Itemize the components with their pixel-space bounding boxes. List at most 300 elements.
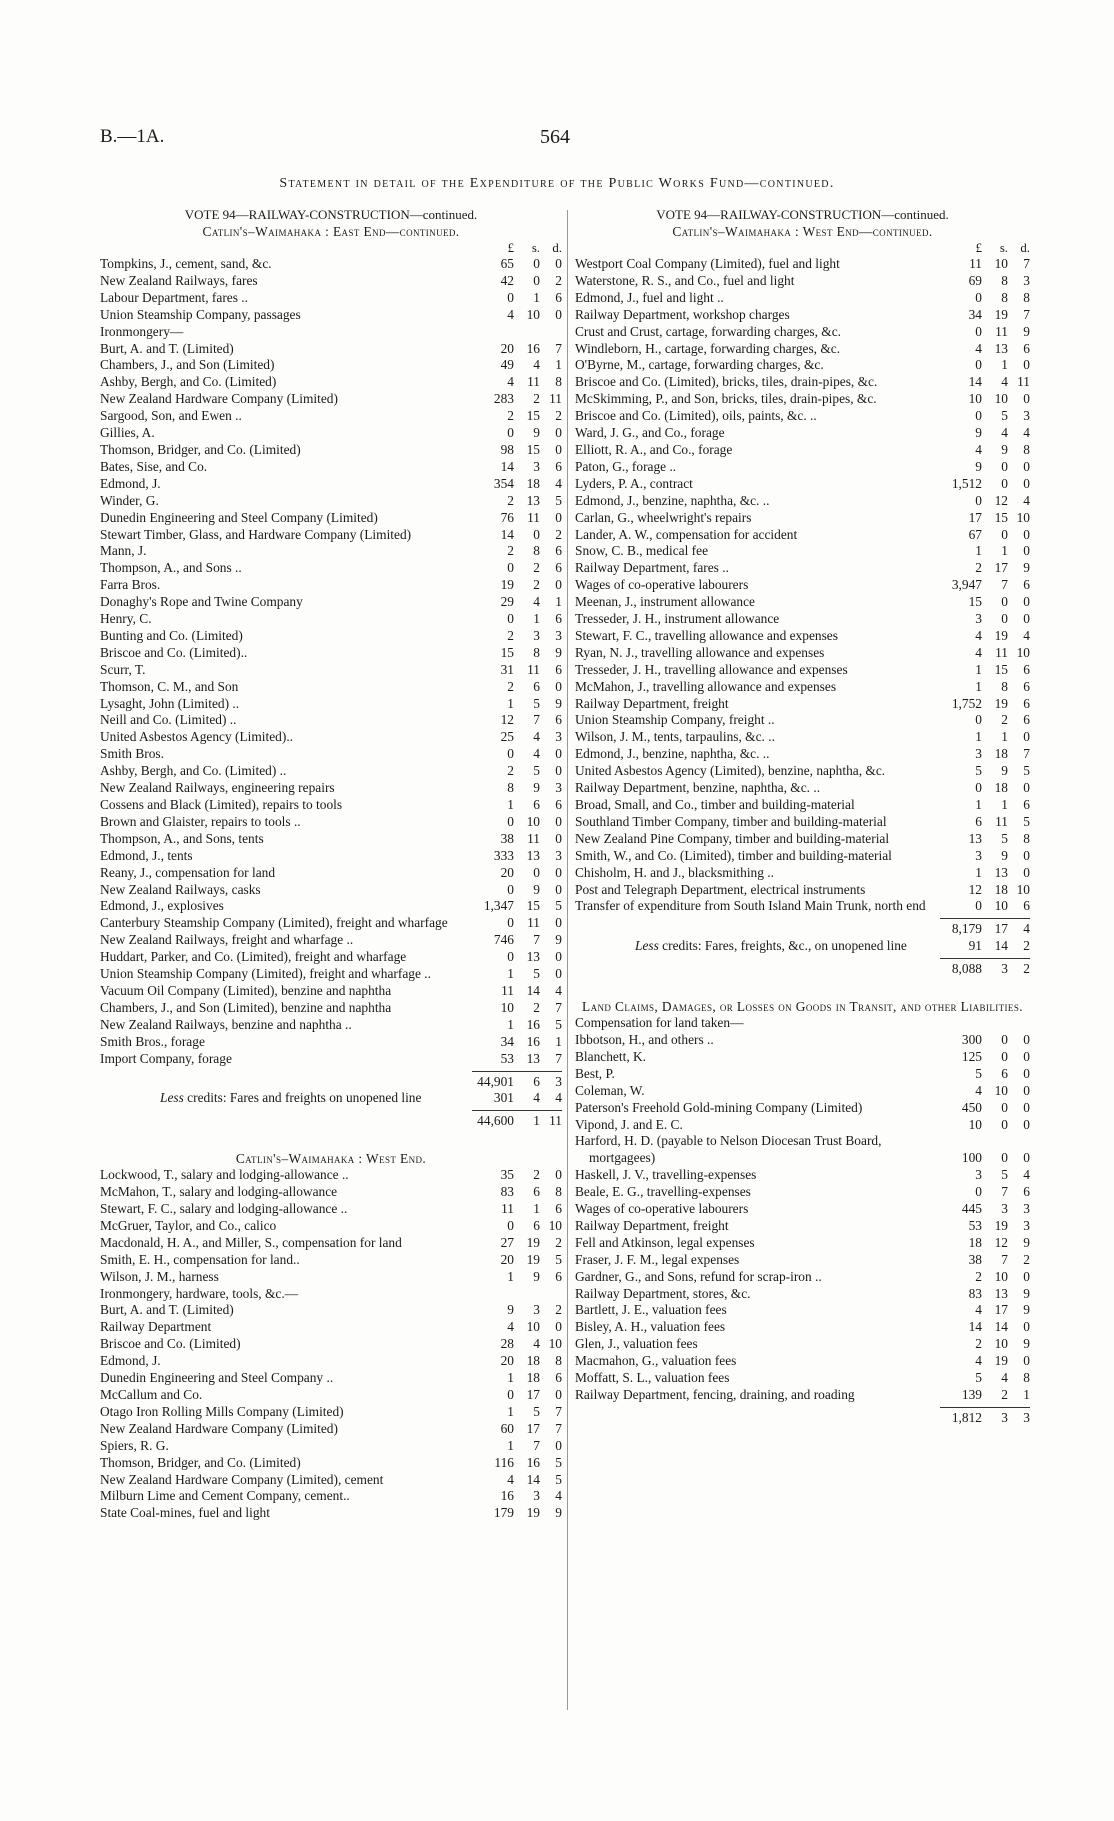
amount-shillings: 4: [1001, 374, 1008, 390]
payee-description: Meenan, J., instrument allowance: [575, 594, 755, 610]
less-credits-row: [575, 938, 1030, 955]
amount-pounds: 2: [975, 1268, 982, 1284]
payee-description: McSkimming, P., and Son, bricks, tiles, drain-pipes, &c.: [575, 391, 877, 407]
amount-shillings: 5: [533, 695, 540, 711]
amount-shillings: 5: [533, 1403, 540, 1419]
payee-description: Smith, E. H., compensation for land..: [100, 1251, 300, 1267]
amount-pounds: 12: [500, 712, 514, 728]
payee-description: Briscoe and Co. (Limited), bricks, tiles, drain-pipes, &c.: [575, 374, 878, 390]
payee-description: Crust and Crust, cartage, forwarding charges, &c.: [575, 323, 841, 339]
amount-pence: 0: [555, 813, 562, 829]
amount-pounds: 1: [507, 966, 514, 982]
amount-shillings: 19: [994, 627, 1008, 643]
amount-pence: 4: [1023, 1167, 1030, 1183]
payee-description: Tresseder, J. H., travelling allowance and expenses: [575, 661, 848, 677]
expenditure-row: [575, 391, 1030, 408]
amount-pence: 5: [1023, 813, 1030, 829]
amount-pence: 4: [1023, 627, 1030, 643]
expenditure-row: [100, 1387, 562, 1404]
amount-pounds: 5: [975, 1065, 982, 1081]
amount-pence: 6: [1023, 797, 1030, 812]
expenditure-row: [575, 1269, 1030, 1286]
payee-description: Lysaght, John (Limited) ..: [100, 695, 240, 711]
amount-pounds: 9: [975, 458, 982, 474]
amount-pence: 3: [555, 847, 562, 863]
payee-description: Chambers, J., and Son (Limited), benzine and naphtha: [100, 999, 392, 1015]
expenditure-row: [575, 865, 1030, 882]
amount-pence: 0: [1023, 1099, 1030, 1115]
amount-shillings: 7: [533, 932, 540, 948]
amount-shillings: 0: [1001, 1031, 1008, 1047]
amount-shillings: 1: [1001, 543, 1008, 559]
column-divider: [567, 210, 568, 1710]
amount-pence: 6: [1023, 695, 1030, 711]
amount-pounds: 3: [975, 611, 982, 627]
amount-pence: 7: [555, 1420, 562, 1436]
amount-shillings: 17: [526, 1387, 540, 1402]
expenditure-row: [575, 898, 1030, 915]
amount-pounds: 2: [507, 678, 514, 694]
payee-description: Briscoe and Co. (Limited), oils, paints, &c. ..: [575, 408, 817, 424]
amount-pounds: 34: [968, 306, 982, 322]
amount-pounds: 14: [968, 1319, 982, 1335]
amount-pounds: 18: [968, 1234, 982, 1250]
amount-shillings: 6: [1001, 1065, 1008, 1081]
amount-shillings: 3: [1001, 1201, 1008, 1217]
amount-shillings: 0: [1001, 611, 1008, 627]
payee-description: Thompson, A., and Sons, tents: [100, 830, 264, 846]
amount-pence: 0: [555, 830, 562, 846]
expenditure-row: [575, 1387, 1030, 1404]
expenditure-row: [100, 611, 562, 628]
amount-pounds: 0: [507, 1387, 514, 1402]
amount-shillings: 11: [527, 915, 540, 931]
expenditure-row: [575, 459, 1030, 476]
section-title-west-end: Catlin's–Waimahaka : West End.: [235, 1151, 427, 1167]
expenditure-row: [575, 374, 1030, 391]
net-pence: 2: [1023, 961, 1030, 977]
payee-description: Railway Department: [100, 1319, 212, 1335]
expenditure-row: [100, 1455, 562, 1472]
amount-pounds: 65: [500, 256, 514, 271]
amount-pence: 0: [555, 509, 562, 525]
amount-shillings: 9: [533, 1268, 540, 1284]
amount-pounds: 445: [961, 1201, 982, 1217]
amount-shillings: 15: [994, 509, 1008, 525]
expenditure-row: [100, 1505, 562, 1522]
expenditure-row: [575, 611, 1030, 628]
expenditure-row: [575, 1319, 1030, 1336]
amount-pounds: 0: [975, 898, 982, 914]
amount-pounds: 125: [961, 1048, 982, 1064]
amount-pounds: 0: [975, 323, 982, 339]
payee-description: Bunting and Co. (Limited): [100, 627, 243, 643]
amount-pounds: 0: [507, 1217, 514, 1233]
amount-shillings: 12: [994, 1234, 1008, 1250]
expenditure-row: [100, 949, 562, 966]
payee-description: Windleborn, H., cartage, forwarding charges, &c.: [575, 340, 841, 356]
amount-shillings: 3: [533, 458, 540, 474]
expenditure-row: [575, 882, 1030, 899]
expenditure-row: [100, 1353, 562, 1370]
amount-pence: 9: [1023, 1302, 1030, 1318]
amount-pence: 0: [555, 441, 562, 457]
expenditure-row: [575, 645, 1030, 662]
amount-shillings: 5: [1001, 830, 1008, 846]
expenditure-row: [575, 324, 1030, 341]
payee-description: Post and Telegraph Department, electrical instruments: [575, 881, 866, 897]
amount-pence: 4: [555, 982, 562, 998]
amount-pounds: 28: [500, 1336, 514, 1352]
expenditure-row: [575, 1049, 1030, 1066]
amount-pence: 0: [1023, 780, 1030, 796]
amount-shillings: 4: [533, 357, 540, 373]
amount-pounds: 0: [507, 746, 514, 762]
amount-pounds: 4: [975, 627, 982, 643]
payee-description: Stewart, F. C., salary and lodging-allowance ..: [100, 1201, 348, 1217]
expenditure-row: [100, 1438, 562, 1455]
payee-description: New Zealand Hardware Company (Limited): [100, 391, 338, 407]
amount-pounds: 11: [969, 256, 982, 271]
expenditure-row: [575, 1133, 1030, 1167]
payee-description: Blanchett, K.: [575, 1048, 647, 1064]
amount-pounds: 2: [507, 408, 514, 424]
pound-header: £: [507, 241, 514, 255]
expenditure-row: [100, 1167, 562, 1184]
expenditure-row: [100, 408, 562, 425]
amount-pounds: 29: [500, 594, 514, 610]
amount-pence: 7: [555, 340, 562, 356]
amount-pounds: 35: [500, 1167, 514, 1183]
amount-pence: 6: [1023, 712, 1030, 728]
expenditure-row: [100, 1336, 562, 1353]
amount-pounds: 3: [975, 1167, 982, 1183]
amount-pounds: 139: [961, 1387, 982, 1402]
amount-pounds: 354: [493, 475, 514, 491]
amount-pence: 11: [549, 391, 562, 407]
payee-description: Milburn Lime and Cement Company, cement..: [100, 1488, 350, 1504]
payee-description: Railway Department, workshop charges: [575, 306, 790, 322]
amount-pence: 1: [555, 594, 562, 610]
amount-shillings: 15: [994, 661, 1008, 677]
amount-shillings: 14: [526, 1471, 540, 1487]
amount-pounds: 1,752: [951, 695, 982, 711]
amount-pounds: 746: [493, 932, 514, 948]
payee-description: Compensation for land taken—: [575, 1015, 744, 1031]
payee-description: Broad, Small, and Co., timber and building-material: [575, 797, 855, 812]
payee-description: Ibbotson, H., and others ..: [575, 1031, 714, 1047]
amount-pounds: 0: [507, 813, 514, 829]
land-claims-total-row: [575, 1408, 1030, 1427]
payee-description: McGruer, Taylor, and Co., calico: [100, 1217, 277, 1233]
amount-pounds: 83: [500, 1184, 514, 1200]
expenditure-row: [575, 1336, 1030, 1353]
amount-pounds: 2: [507, 627, 514, 643]
payee-description: Ashby, Bergh, and Co. (Limited): [100, 374, 277, 390]
payee-description: Bisley, A. H., valuation fees: [575, 1319, 726, 1335]
payee-description: Edmond, J.: [100, 475, 161, 491]
less-pence: 2: [1023, 938, 1030, 954]
amount-pounds: 1: [507, 695, 514, 711]
payee-description: Smith, W., and Co. (Limited), timber and building-material: [575, 847, 892, 863]
expenditure-row: [575, 746, 1030, 763]
expenditure-list: [100, 256, 562, 1068]
expenditure-row: [100, 696, 562, 713]
amount-pence: 9: [1023, 1285, 1030, 1301]
amount-pounds: 14: [500, 526, 514, 542]
amount-pence: 4: [1023, 425, 1030, 441]
amount-shillings: 14: [994, 1319, 1008, 1335]
payee-description: Lockwood, T., salary and lodging-allowance ..: [100, 1167, 349, 1183]
amount-shillings: 13: [526, 847, 540, 863]
amount-shillings: 19: [994, 1353, 1008, 1369]
amount-pounds: 1: [975, 864, 982, 880]
amount-shillings: 15: [526, 898, 540, 914]
expenditure-row: [100, 425, 562, 442]
amount-shillings: 9: [533, 881, 540, 897]
less-shillings: 4: [533, 1090, 540, 1106]
expenditure-row: [575, 442, 1030, 459]
payee-description: Fell and Atkinson, legal expenses: [575, 1234, 755, 1250]
expenditure-row: [575, 662, 1030, 679]
payee-description: Union Steamship Company (Limited), freight and wharfage ..: [100, 966, 431, 982]
payee-description: Huddart, Parker, and Co. (Limited), freight and wharfage: [100, 949, 407, 965]
amount-shillings: 17: [994, 1302, 1008, 1318]
section-title: Catlin's–Waimahaka : East End—continued.: [202, 224, 460, 239]
amount-pence: 0: [555, 256, 562, 271]
payee-description: McMahon, T., salary and lodging-allowance: [100, 1184, 338, 1200]
expenditure-row: [575, 1218, 1030, 1235]
amount-pence: 0: [555, 1167, 562, 1183]
amount-shillings: 11: [527, 830, 540, 846]
amount-pounds: 0: [975, 712, 982, 728]
expenditure-row: [575, 1066, 1030, 1083]
amount-shillings: 16: [526, 1033, 540, 1049]
amount-pence: 6: [555, 712, 562, 728]
amount-pence: 1: [555, 1033, 562, 1049]
amount-pence: 6: [1023, 1184, 1030, 1200]
amount-pence: 0: [555, 864, 562, 880]
total-pence: 3: [1023, 1409, 1030, 1425]
amount-shillings: 13: [994, 864, 1008, 880]
amount-shillings: 13: [526, 1050, 540, 1066]
amount-pence: 3: [555, 627, 562, 643]
amount-pence: 5: [555, 898, 562, 914]
expenditure-row: [100, 1404, 562, 1421]
right-column: [575, 206, 1030, 1427]
amount-pence: 10: [548, 1336, 562, 1352]
amount-shillings: 17: [994, 560, 1008, 576]
expenditure-row: [575, 543, 1030, 560]
payee-description: Edmond, J., benzine, naphtha, &c. ..: [575, 492, 770, 508]
expenditure-row: [100, 1051, 562, 1068]
payee-description: Lander, A. W., compensation for accident: [575, 526, 798, 542]
payee-description: Smith Bros., forage: [100, 1033, 205, 1049]
amount-pounds: 0: [507, 881, 514, 897]
expenditure-row: [575, 1015, 1030, 1032]
payee-description: Henry, C.: [100, 611, 152, 627]
payee-description: Tompkins, J., cement, sand, &c.: [100, 256, 272, 271]
expenditure-row: [100, 628, 562, 645]
amount-shillings: 11: [527, 509, 540, 525]
amount-pounds: 9: [975, 425, 982, 441]
amount-pence: 2: [555, 408, 562, 424]
amount-pounds: 116: [494, 1454, 514, 1470]
amount-shillings: 19: [526, 1251, 540, 1267]
amount-pence: 6: [555, 1370, 562, 1386]
amount-pence: 0: [1023, 729, 1030, 745]
payee-description: Edmond, J., tents: [100, 847, 193, 863]
amount-shillings: 0: [1001, 1048, 1008, 1064]
amount-pence: 8: [555, 1184, 562, 1200]
expenditure-row: [100, 357, 562, 374]
amount-pence: 0: [1023, 611, 1030, 627]
net-pounds: 44,600: [477, 1113, 514, 1129]
amount-shillings: 5: [533, 966, 540, 982]
amount-shillings: 13: [526, 949, 540, 965]
amount-shillings: 11: [995, 644, 1008, 660]
amount-pounds: 38: [500, 830, 514, 846]
total-row: [575, 919, 1030, 938]
payee-description: Bates, Sise, and Co.: [100, 458, 208, 474]
expenditure-row: [100, 374, 562, 391]
payee-description: New Zealand Railways, engineering repairs: [100, 780, 335, 796]
amount-shillings: 6: [533, 797, 540, 812]
section-title-land-claims: Land Claims, Damages, or Losses on Goods in Transit, and other Liabilities.: [582, 999, 1023, 1015]
amount-pence: 0: [555, 425, 562, 441]
amount-shillings: 2: [1001, 712, 1008, 728]
amount-shillings: 13: [526, 492, 540, 508]
amount-shillings: 2: [533, 1167, 540, 1183]
amount-pence: 0: [555, 678, 562, 694]
amount-pounds: 60: [500, 1420, 514, 1436]
payee-description: Cossens and Black (Limited), repairs to tools: [100, 797, 343, 812]
amount-pence: 0: [1023, 864, 1030, 880]
amount-pounds: 1: [975, 729, 982, 745]
amount-pounds: 4: [507, 306, 514, 322]
less-credits-row: [100, 1090, 562, 1107]
payee-description: Transfer of expenditure from South Island Main Trunk, north end: [575, 898, 926, 914]
amount-pounds: 9: [507, 1302, 514, 1318]
amount-shillings: 5: [1001, 408, 1008, 424]
payee-description: Railway Department, freight: [575, 1217, 729, 1233]
expenditure-row: [575, 476, 1030, 493]
expenditure-row: [100, 932, 562, 949]
amount-pounds: 25: [500, 729, 514, 745]
amount-pence: 7: [1023, 746, 1030, 762]
amount-pence: 0: [1023, 1116, 1030, 1132]
amount-pounds: 1: [507, 1016, 514, 1032]
amount-pounds: 6: [975, 813, 982, 829]
amount-pence: 6: [1023, 661, 1030, 677]
expenditure-row: [575, 696, 1030, 713]
amount-pence: 0: [1023, 458, 1030, 474]
amount-pounds: 14: [500, 458, 514, 474]
amount-pence: 0: [555, 306, 562, 322]
net-pence: 11: [549, 1113, 562, 1129]
amount-pounds: 0: [507, 949, 514, 965]
expenditure-row: [575, 679, 1030, 696]
amount-pounds: 0: [975, 1184, 982, 1200]
amount-shillings: 11: [995, 323, 1008, 339]
amount-pence: 10: [1016, 881, 1030, 897]
payee-description: Stewart, F. C., travelling allowance and expenses: [575, 627, 838, 643]
expenditure-row: [575, 729, 1030, 746]
amount-pence: 0: [1023, 475, 1030, 491]
expenditure-row: [100, 1235, 562, 1252]
total-row: [100, 1072, 562, 1091]
amount-shillings: 16: [526, 340, 540, 356]
amount-pence: 6: [1023, 340, 1030, 356]
amount-pounds: 49: [500, 357, 514, 373]
payee-description: Edmond, J., fuel and light ..: [575, 289, 724, 305]
less-label: Less: [635, 938, 659, 954]
amount-pence: 0: [555, 881, 562, 897]
amount-pounds: 42: [500, 272, 514, 288]
amount-pounds: 8: [507, 780, 514, 796]
amount-shillings: 8: [1001, 678, 1008, 694]
amount-pounds: 0: [975, 408, 982, 424]
amount-pence: 6: [555, 1268, 562, 1284]
payee-description: Southland Timber Company, timber and building-material: [575, 813, 887, 829]
expenditure-row: [575, 357, 1030, 374]
expenditure-row: [100, 594, 562, 611]
amount-pounds: 11: [501, 982, 514, 998]
expenditure-row: [575, 273, 1030, 290]
payee-description: New Zealand Railways, benzine and naphtha ..: [100, 1016, 352, 1032]
amount-pence: 2: [1023, 1251, 1030, 1267]
amount-pounds: 1: [975, 661, 982, 677]
expenditure-row: [575, 1184, 1030, 1201]
amount-pounds: 4: [507, 1471, 514, 1487]
amount-pence: 7: [555, 1403, 562, 1419]
amount-pence: 0: [555, 966, 562, 982]
payee-description: Burt, A. and T. (Limited): [100, 1302, 234, 1318]
amount-shillings: 17: [526, 1420, 540, 1436]
left-column: [100, 206, 562, 1522]
vote-title: VOTE 94—RAILWAY-CONSTRUCTION—continued.: [656, 207, 949, 222]
expenditure-row: [100, 1472, 562, 1489]
amount-pence: 5: [555, 1454, 562, 1470]
pound-header: £: [975, 241, 982, 255]
payee-description: New Zealand Railways, casks: [100, 881, 261, 897]
amount-shillings: 0: [1001, 594, 1008, 610]
payee-description: Sargood, Son, and Ewen ..: [100, 408, 242, 424]
amount-shillings: 10: [994, 1082, 1008, 1098]
payee-description: Stewart Timber, Glass, and Hardware Company (Limited): [100, 526, 412, 542]
payee-description: Union Steamship Company, passages: [100, 306, 301, 322]
amount-pence: 8: [1023, 441, 1030, 457]
expenditure-row: [100, 1000, 562, 1017]
amount-shillings: 2: [533, 999, 540, 1015]
expenditure-row: [575, 290, 1030, 307]
amount-pence: 6: [1023, 577, 1030, 593]
payee-description: Railway Department, freight: [575, 695, 729, 711]
amount-pounds: 0: [507, 915, 514, 931]
payee-description: Vipond, J. and E. C.: [575, 1116, 683, 1132]
expenditure-row: [100, 307, 562, 324]
amount-pence: 7: [555, 999, 562, 1015]
payee-description: Coleman, W.: [575, 1082, 645, 1098]
amount-pence: 5: [555, 1016, 562, 1032]
amount-shillings: 0: [1001, 475, 1008, 491]
amount-pounds: 2: [507, 492, 514, 508]
payee-description: Burt, A. and T. (Limited): [100, 340, 234, 356]
amount-shillings: 3: [533, 1488, 540, 1504]
amount-pounds: 38: [968, 1251, 982, 1267]
payee-description: Edmond, J., explosives: [100, 898, 224, 914]
amount-pounds: 67: [968, 526, 982, 542]
